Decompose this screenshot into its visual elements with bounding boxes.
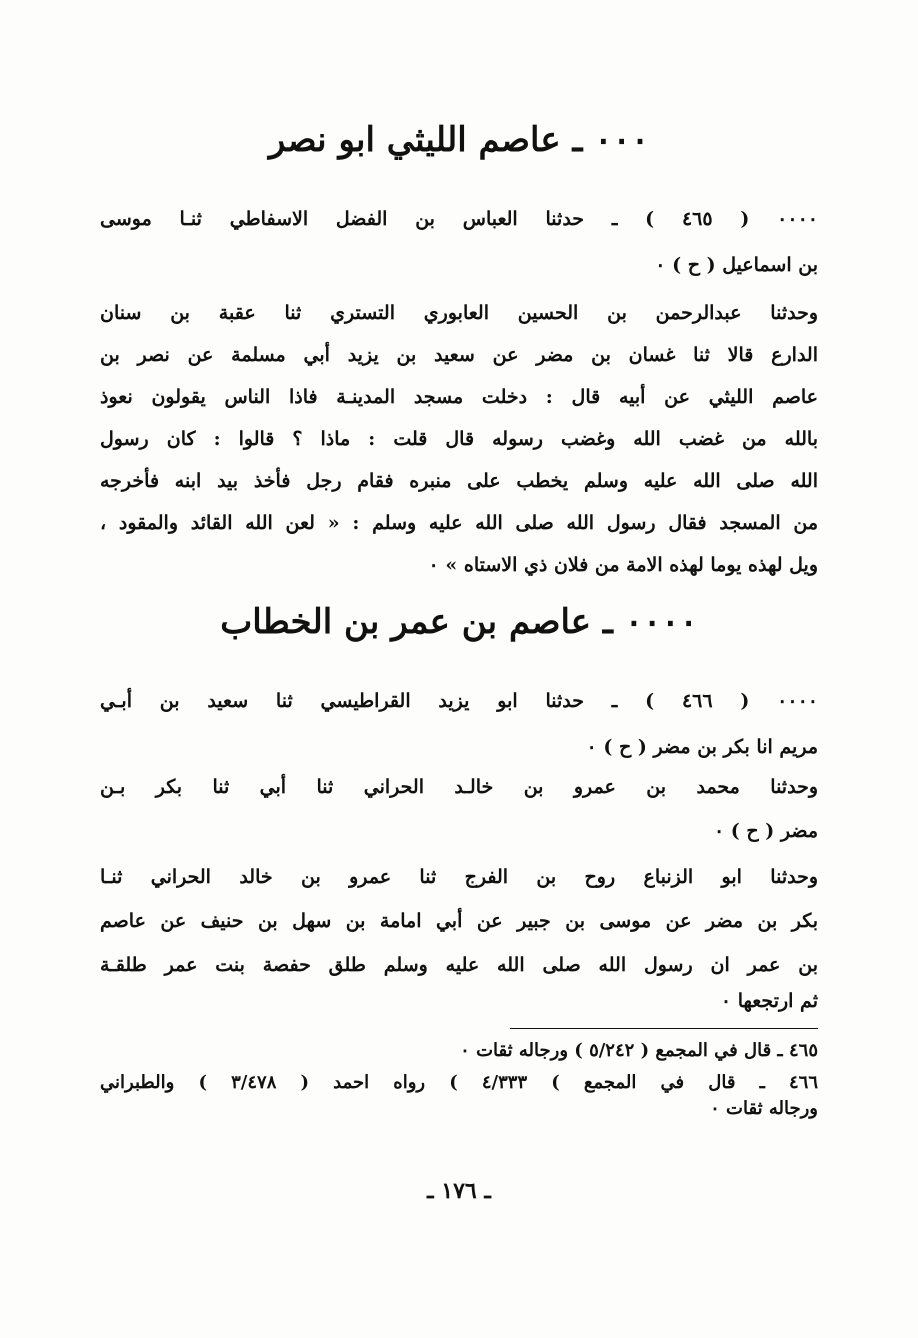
hadith-465-line-1: ٠٠٠٠ ( ٤٦٥ ) ـ حدثنا العباس بن الفضل الاسفاطي ثنـا موسى bbox=[100, 208, 818, 230]
footnote-466-line-2: ورجاله ثقات ٠ bbox=[710, 1098, 818, 1119]
hadith-465-line-6: بالله من غضب الله وغضب رسوله قال قلت : ماذا ؟ قالوا : كان رسول bbox=[100, 428, 818, 450]
hadith-465-line-3: وحدثنا عبدالرحمن بن الحسين العابوري التستري ثنا عقبة بن سنان bbox=[100, 302, 818, 324]
section-heading-asim-al-laythi: ٠٠٠ ـ عاصم الليثي ابو نصر bbox=[268, 120, 650, 160]
footnote-466-line-1: ٤٦٦ ـ قال في المجمع ) ٤/٣٣٣ ) رواه احمد ( ٣/٤٧٨ ) والطبراني bbox=[100, 1072, 818, 1093]
hadith-465-line-4: الدارع قالا ثنا غسان بن مضر عن سعيد بن يزيد أبي مسلمة عن نصر بن bbox=[100, 344, 818, 366]
hadith-466-line-4: مضر ( ح ) ٠ bbox=[713, 820, 818, 842]
hadith-466-line-6: بكر بن مضر عن موسى بن جبير عن أبي امامة بن سهل بن حنيف عن عاصم bbox=[100, 910, 818, 932]
hadith-466-line-8: ثم ارتجعها ٠ bbox=[720, 990, 818, 1012]
section-heading-asim-ibn-umar: ٠٠٠٠ ـ عاصم بن عمر بن الخطاب bbox=[220, 602, 698, 642]
hadith-466-line-2: مريم انا بكر بن مضر ( ح ) ٠ bbox=[586, 736, 818, 758]
hadith-465-line-2: بن اسماعيل ( ح ) ٠ bbox=[655, 254, 818, 276]
hadith-465-line-8: من المسجد فقال رسول الله صلى الله عليه وسلم : « لعن الله القائد والمقود ، bbox=[100, 512, 818, 534]
hadith-466-line-7: بن عمر ان رسول الله صلى الله عليه وسلم طلق حفصة بنت عمر طلقـة bbox=[100, 954, 818, 976]
hadith-466-line-5: وحدثنا ابو الزنباع روح بن الفرج ثنا عمرو بن خالد الحراني ثنـا bbox=[100, 866, 818, 888]
hadith-466-line-3: وحدثنا محمد بن عمرو بن خالـد الحراني ثنا أبي ثنا بكر بـن bbox=[100, 776, 818, 798]
hadith-465-line-9: ويل لهذه يوما لهذه الامة من فلان ذي الاستاه » ٠ bbox=[428, 554, 818, 576]
hadith-465-line-7: الله صلى الله عليه وسلم يخطب على منبره فقام رجل فأخذ بيد ابنه فأخرجه bbox=[100, 470, 818, 492]
page-number: ـ ١٧٦ ـ bbox=[427, 1178, 491, 1204]
hadith-465-line-5: عاصم الليثي عن أبيه قال : دخلت مسجد المدينـة فاذا الناس يقولون نعوذ bbox=[100, 386, 818, 408]
footnote-divider bbox=[510, 1028, 818, 1029]
hadith-466-line-1: ٠٠٠٠ ( ٤٦٦ ) ـ حدثنا ابو يزيد القراطيسي ثنا سعيد بن أبـي bbox=[100, 690, 818, 712]
footnote-465: ٤٦٥ ـ قال في المجمع ( ٥/٢٤٢ ) ورجاله ثقات ٠ bbox=[460, 1040, 818, 1061]
